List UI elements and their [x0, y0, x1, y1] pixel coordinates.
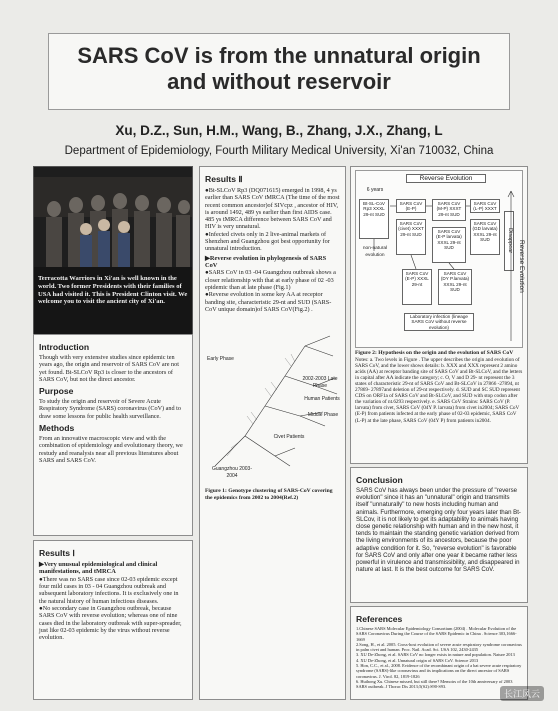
- fig2-box-bt: Bt-SL-CoV Rp3 XXXL 29-nt SUD: [359, 199, 389, 239]
- introduction-section: [33, 334, 193, 536]
- fig2-lab-infection: Laboratory infection (lineage SARS CoV without reverse evolution): [404, 313, 474, 331]
- results2-bullet-2-text: 485 ys tMRCA difference between SARS CoV and HIV is very unnatural.: [205, 216, 332, 231]
- figure-2-caption: Figure 2: Hypothesis on the origin and the evolution of SARS CoV: [355, 350, 514, 356]
- results2-subheading: ▶Reverse evolution in phylogenesis of SARS CoV: [205, 254, 327, 270]
- results2-bullet-5: ●Reverse evolution in some key AA at receptor banding site, characteristic 29-nt and SUD (SARS-CoV unique domain)of SARS CoV(Fig.2) .: [205, 291, 332, 313]
- figure-2-diagram: [355, 170, 523, 348]
- results1-bullet-1: ●There was no SARS case since 02-03 epidemic except four mild cases in 03 - 04 Guangzhou outbreak and subsequent laboratory infections. It is exclusively one in the natural history of human infectious diseases.: [39, 575, 179, 605]
- purpose-text: To study the origin and reservoir of Severe Acute Respiratory Syndrome (SARS) coronavirus (CoV) and to draw some lessons for public health surveillance.: [39, 398, 181, 420]
- figure-1-tree: [205, 316, 340, 486]
- fig1-label-early: Early Phase: [207, 356, 234, 363]
- fig1-label-civet: Civet Patients: [273, 434, 305, 441]
- conclusion-section: [350, 467, 528, 603]
- results2-bullet-2: [205, 216, 340, 231]
- results1-heading: Results Ⅰ: [39, 548, 75, 558]
- reference-item: 1.Chinese SARS Molecular Epidemiology Consortium (2004) . Molecular Evolution of the SARS Coronavirus During the Course of the SARS Epidemic in China . Science 303,1666-1669: [356, 626, 517, 642]
- reference-item: 2.Song, H., et al. 2005. Cross-host evolution of severe acute respiratory syndrome coronavirus in palm civet and human. Proc. Natl. Acad. Sci. USA 102, 2430-2435: [356, 641, 522, 653]
- fig2-box-e2: SARS CoV (E-P) XXXL 29-nt: [402, 269, 432, 305]
- title-line-1: SARS CoV is from the unnatural origin: [77, 43, 481, 68]
- fig2-box-civet: SARS CoV (civet) XXXT 29-nt SUD: [396, 219, 426, 255]
- results2-bullet-3: ●Infected civets only in 2 live-animal markets of Shenzhen and Guangzhou got best opportunity for unnatural introduction.: [205, 230, 330, 253]
- fig2-box-late: SARS CoV (L-P) XXXT: [470, 199, 500, 213]
- photo-caption: Terracotta Warriors in Xi'an is well known in the world. Two former Presidents with their families of USA had visited it. This is President Clinton visit. We welcome you to visit the ancient city of Xi'an.: [38, 275, 188, 306]
- fig2-title: Reverse Evolution: [406, 174, 486, 183]
- results1-bullet-1-text: There was no SARS case since 02-03 epidemic except four mild cases in 03 - 04 Guangzhou outbreak and subsequent laboratory infections. It is exclusively one in the natural history of human infectious diseases.: [39, 575, 179, 605]
- reference-item: 4. XU De-Zhong, et al. Unnatural origin of SARS CoV. Science 2013: [356, 657, 479, 663]
- title-line-2: and without reservoir: [167, 69, 391, 94]
- results2-subheading-text: Reverse evolution in phylogenesis of SARS CoV: [205, 254, 327, 270]
- reference-item: 3. XU De-Zhong, et al. SARS CoV no longer exists in nature and population. Nature 2013: [356, 652, 515, 658]
- results2-bullet-4: ●SARS CoV in 03 -04 Guangzhou outbreak shows a closer relationship with that at early phase of 02 -03 epidemic than at late phase (Fig.1): [205, 269, 336, 292]
- figure-2-section: [350, 166, 528, 464]
- fig2-years: 6 years: [366, 187, 384, 193]
- results2-heading: Results Ⅱ: [205, 174, 243, 184]
- results1-bullet-2-text: No secondary case in Guangzhou outbreak, because SARS CoV with reverse evolution; whereas one of nine cases died in the laboratory outbreak with super-spreader, just like 02-03 epidemic by the virus without reverse evolution.: [39, 605, 182, 642]
- reference-item: 5. Hon, C.C., et al., 2008. Evidence of the recombinant origin of a bat severe acute respiratory syndrome (SARS)-like coronavirus and its implications on the direct ancestor of SARS coronavirus. J. Virol. 82, 1819-1826: [356, 663, 522, 679]
- fig2-side-label: Reverse Evolution: [518, 239, 525, 293]
- results1-subheading-text: Very unusual epidemiological and clinical manifestations, and tMRCA: [39, 561, 158, 576]
- reference-item: 6. Huihong Xu. Chinese missed, but still there? Memoirs of the 10th anniversary of 2003 SARS outbreak. J Thorac Dis 2013;5(S2):S90-S93.: [356, 678, 513, 690]
- fig2-box-gd: SARS CoV (GD larvata) XXXL 29-nt SUD: [470, 219, 500, 255]
- conclusion-text: SARS CoV has always been under the pressure of "reverse evolution" since it has an "unnatural" origin and transmits itself "unnaturally" to new hosts including human and animals. Furthermore, emerging only four years later than Bt-SLCov, it is not likely to get its adaptability to animals having close genetic relationship with human and in the new host, it tends to maintain the standing genetic variation derived from the living environments of its ancestors, because the poor adaptive condition for it. So, "reverse evolution" is favorable for SARS CoV and only after one year it became rather less powerful in virulence and transmissibility, and disappeared in nature at last. It is the best outcome for SARS CoV.: [356, 487, 521, 574]
- title-box: [48, 33, 510, 110]
- references-heading: References: [356, 614, 403, 624]
- fig2-box-e-early: SARS CoV (E-P): [396, 199, 426, 213]
- results2-section: [199, 166, 346, 700]
- fig2-box-mid: SARS CoV (M-P) XXXT 29-nt SUD: [432, 199, 466, 221]
- results1-bullet-2: ●No secondary case in Guangzhou outbreak, because SARS CoV with reverse evolution; whereas one of nine cases died in the laboratory outbreak with super-spreader, just like 02-03 epidemic by the virus without reverse evolution.: [39, 605, 182, 642]
- terracotta-photo: [33, 166, 193, 340]
- introduction-text: Though with very extensive studies since epidemic ten years ago, the origin and reservoir of SARS CoV are not yet found. Bt-SLCoV Rp3 is closer to the ancestors of SARS CoV, but not the direct ancestor.: [39, 354, 179, 383]
- results1-section: [33, 540, 193, 700]
- purpose-heading: Purpose: [39, 386, 74, 397]
- fig1-label-middle: Middle Phase: [307, 412, 339, 419]
- results2-bullet-4-text: SARS CoV in 03 -04 Guangzhou outbreak shows a closer relationship with that at early phase of 02 -03 epidemic than at late phase (Fig.1): [205, 269, 336, 292]
- fig2-box-dy: SARS CoV (DY P.larvata) XXXL 29-nt SUD: [438, 269, 472, 305]
- photo-illustration: [34, 167, 193, 340]
- affiliation: Department of Epidemiology, Fourth Military Medical University, Xi'an 710032, China: [64, 145, 494, 157]
- fig1-label-human: Human Patients: [304, 396, 340, 403]
- fig1-label-late: 2002-2003 Late Phase: [302, 376, 338, 390]
- fig2-non-natural: non-natural evolution: [362, 246, 388, 258]
- authors: Xu, D.Z., Sun, H.M., Wang, B., Zhang, J.X., Zhang, L: [115, 123, 443, 138]
- results2-bullet-5-text: Reverse evolution in some key AA at receptor banding site, characteristic 29-nt and SUD (SARS-CoV unique domain)of SARS CoV(Fig.2) .: [205, 291, 332, 313]
- fig1-label-guangzhou: Guangzhou 2003-2004: [211, 466, 253, 480]
- fig2-disappear: Disappear: [504, 211, 514, 271]
- fig2-box-e-mid: SARS CoV (E-P larvata) XXXL 29-nt SUD: [432, 227, 466, 263]
- results2-bullet-3-text: Infected civets only in 2 live-animal markets of Shenzhen and Guangzhou got best opportunity for unnatural introduction.: [205, 230, 330, 253]
- watermark-logo: 长江风云: [500, 686, 544, 701]
- introduction-heading: Introduction: [39, 342, 90, 352]
- results2-bullet-1: ●Bt-SLCoV Rp3 (DQ071615) emerged in 1998, 4 ys earlier than SARS CoV tMRCA (The time of the most recent common ancestor)of SIVcpz , ancestor of HIV, is around 1492, 489 ys earlier than first AIDS case.: [205, 187, 340, 216]
- methods-heading: Methods: [39, 423, 75, 434]
- results1-subheading: ▶Very unusual epidemiological and clinical manifestations, and tMRCA: [39, 561, 158, 576]
- figure-2-notes: Notes: a. Two levels in Figure . The upper describes the origin and evolution of SARS CoV, and the lower shows details: b. XXX and XXX represent 2 amino acids (AA) at receptor banding site of SARS CoV and Bt-SLCoV, and the letters in capital after AA indicate the category; c. O, V and D 29- nt represent the 3 states of characteristic 29-nt of SARS CoV and Bt-SLCoV in 27866 -27894, nt 27869- 27897and deletion of 29-nt respectively. d. SUD and SC SUD represent CDS on ORF1a of SARS CoV and Bt-SLCoV, and SUD with stop codon after the variation of nt.6293 respectively. e. SARS CoV Strains: SARS CoV (P. larvata) from civet, SARS CoV (04Y P. larvata) from civet in2004; SARS CoV (E-P) from patients infected at the early phase of 02-03 epidemic, SARS CoV (L-P) at the late phase, SARS CoV (04Y P) from patients in2004.: [355, 356, 523, 424]
- results2-bullet-1-text: Bt-SLCoV Rp3 (DQ071615) emerged in 1998, 4 ys earlier than SARS CoV tMRCA (The time of the most recent common ancestor)of SIVcpz , ancestor of HIV, is around 1492, 489 ys earlier than first AIDS case.: [205, 187, 340, 216]
- methods-text: From an innovative macroscopic view and with the combination of epidemiology and evolutionary theory, we restudy and reanalysis near all previous literatures about SARS and SARS CoV.: [39, 435, 183, 464]
- conclusion-heading: Conclusion: [356, 475, 403, 485]
- figure-1-caption: Figure 1: Genotype clustering of SARS-CoV covering the epidemics from 2002 to 2004(Ref.2): [205, 488, 333, 501]
